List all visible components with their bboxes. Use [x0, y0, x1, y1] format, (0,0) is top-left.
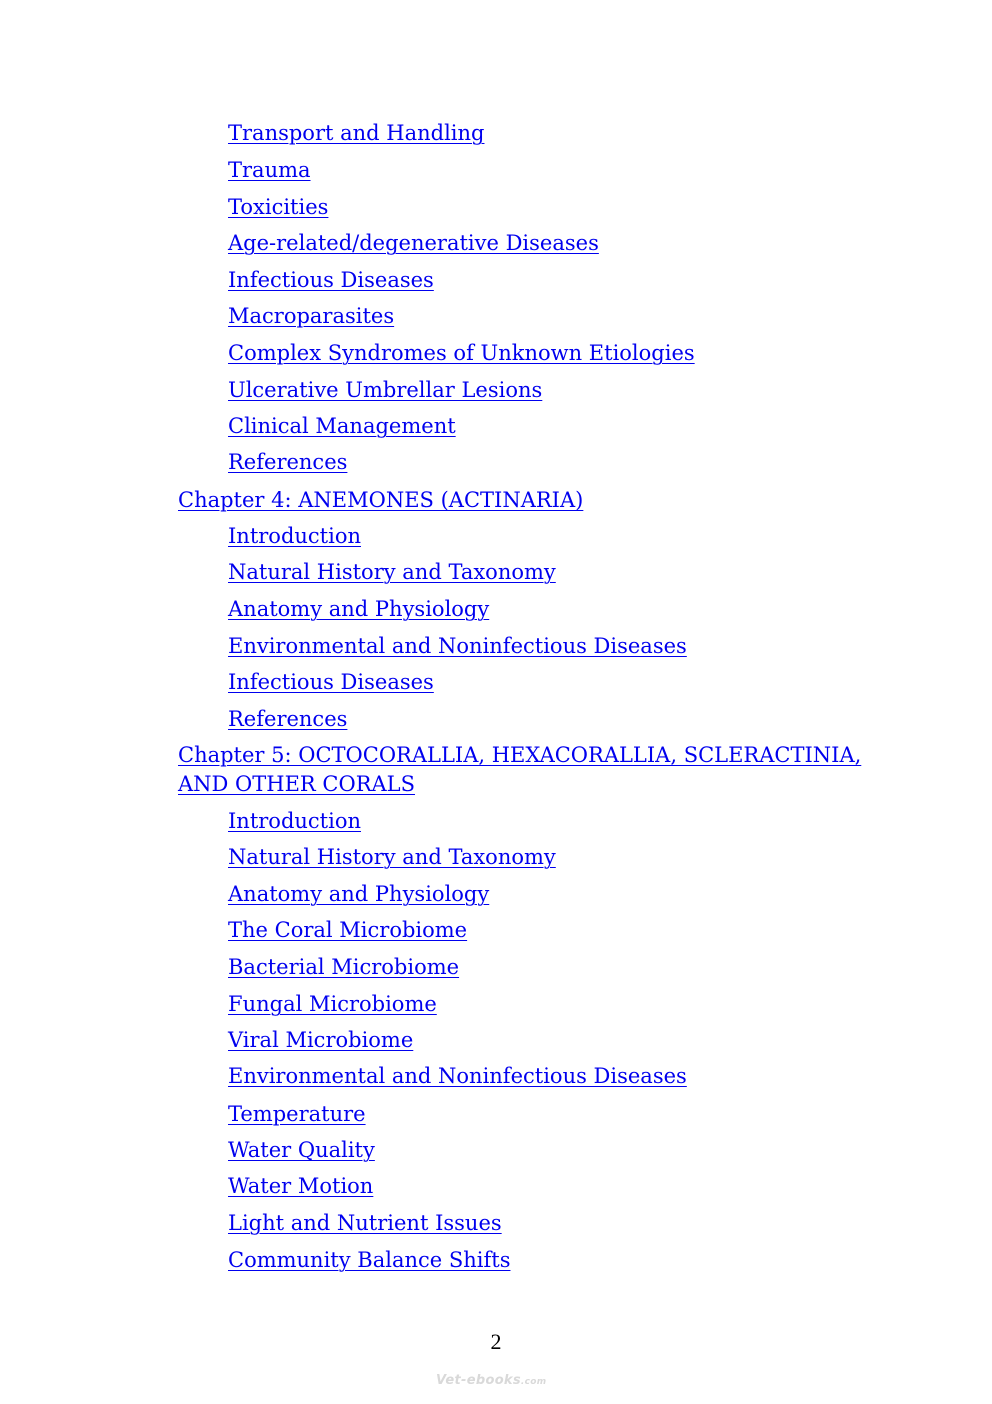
watermark-logo — [436, 1373, 546, 1388]
toc-link-chapter-5[interactable]: Chapter 5: OCTOCORALLIA, HEXACORALLIA, SCLERACTINIA, — [178, 743, 862, 767]
toc-link-viral-microbiome[interactable]: Viral Microbiome — [228, 1028, 414, 1052]
toc-link-clinical-management[interactable]: Clinical Management — [228, 414, 456, 438]
toc-link-water-quality[interactable]: Water Quality — [228, 1138, 375, 1162]
toc-link-environmental-and-noninfectious-diseases[interactable]: Environmental and Noninfectious Diseases — [228, 634, 687, 658]
toc-link-water-motion[interactable]: Water Motion — [228, 1174, 374, 1198]
toc-link-environmental-and-noninfectious-diseases[interactable]: Environmental and Noninfectious Diseases — [228, 1064, 687, 1088]
toc-link-temperature[interactable]: Temperature — [228, 1102, 366, 1126]
toc-link-natural-history-and-taxonomy[interactable]: Natural History and Taxonomy — [228, 845, 556, 869]
watermark-suffix: .com — [520, 1377, 547, 1387]
toc-link-macroparasites[interactable]: Macroparasites — [228, 304, 395, 328]
toc-link-age-related-degenerative-diseases[interactable]: Age-related/degenerative Diseases — [228, 231, 599, 255]
toc-link-ulcerative-umbrellar-lesions[interactable]: Ulcerative Umbrellar Lesions — [228, 378, 543, 402]
toc-link-anatomy-and-physiology[interactable]: Anatomy and Physiology — [228, 882, 490, 906]
toc-link-infectious-diseases[interactable]: Infectious Diseases — [228, 268, 434, 292]
toc-link-chapter-5-continued[interactable]: AND OTHER CORALS — [178, 772, 415, 796]
toc-link-the-coral-microbiome[interactable]: The Coral Microbiome — [228, 918, 468, 942]
watermark-text: Vet-ebooks — [436, 1373, 521, 1388]
toc-link-transport-and-handling[interactable]: Transport and Handling — [228, 121, 485, 145]
page-number: 2 — [490, 1329, 502, 1354]
toc-link-natural-history-and-taxonomy[interactable]: Natural History and Taxonomy — [228, 560, 556, 584]
toc-link-chapter-4[interactable]: Chapter 4: ANEMONES (ACTINARIA) — [178, 488, 584, 512]
toc-link-fungal-microbiome[interactable]: Fungal Microbiome — [228, 992, 437, 1016]
toc-link-complex-syndromes[interactable]: Complex Syndromes of Unknown Etiologies — [228, 341, 695, 365]
toc-link-introduction[interactable]: Introduction — [228, 809, 361, 833]
toc-link-trauma[interactable]: Trauma — [228, 158, 311, 182]
toc-link-light-and-nutrient-issues[interactable]: Light and Nutrient Issues — [228, 1211, 502, 1235]
toc-link-infectious-diseases[interactable]: Infectious Diseases — [228, 670, 434, 694]
toc-link-toxicities[interactable]: Toxicities — [228, 195, 329, 219]
toc-link-community-balance-shifts[interactable]: Community Balance Shifts — [228, 1248, 511, 1272]
toc-link-references[interactable]: References — [228, 450, 348, 474]
toc-link-introduction[interactable]: Introduction — [228, 524, 361, 548]
toc-link-bacterial-microbiome[interactable]: Bacterial Microbiome — [228, 955, 460, 979]
toc-link-anatomy-and-physiology[interactable]: Anatomy and Physiology — [228, 597, 490, 621]
toc-link-references[interactable]: References — [228, 707, 348, 731]
